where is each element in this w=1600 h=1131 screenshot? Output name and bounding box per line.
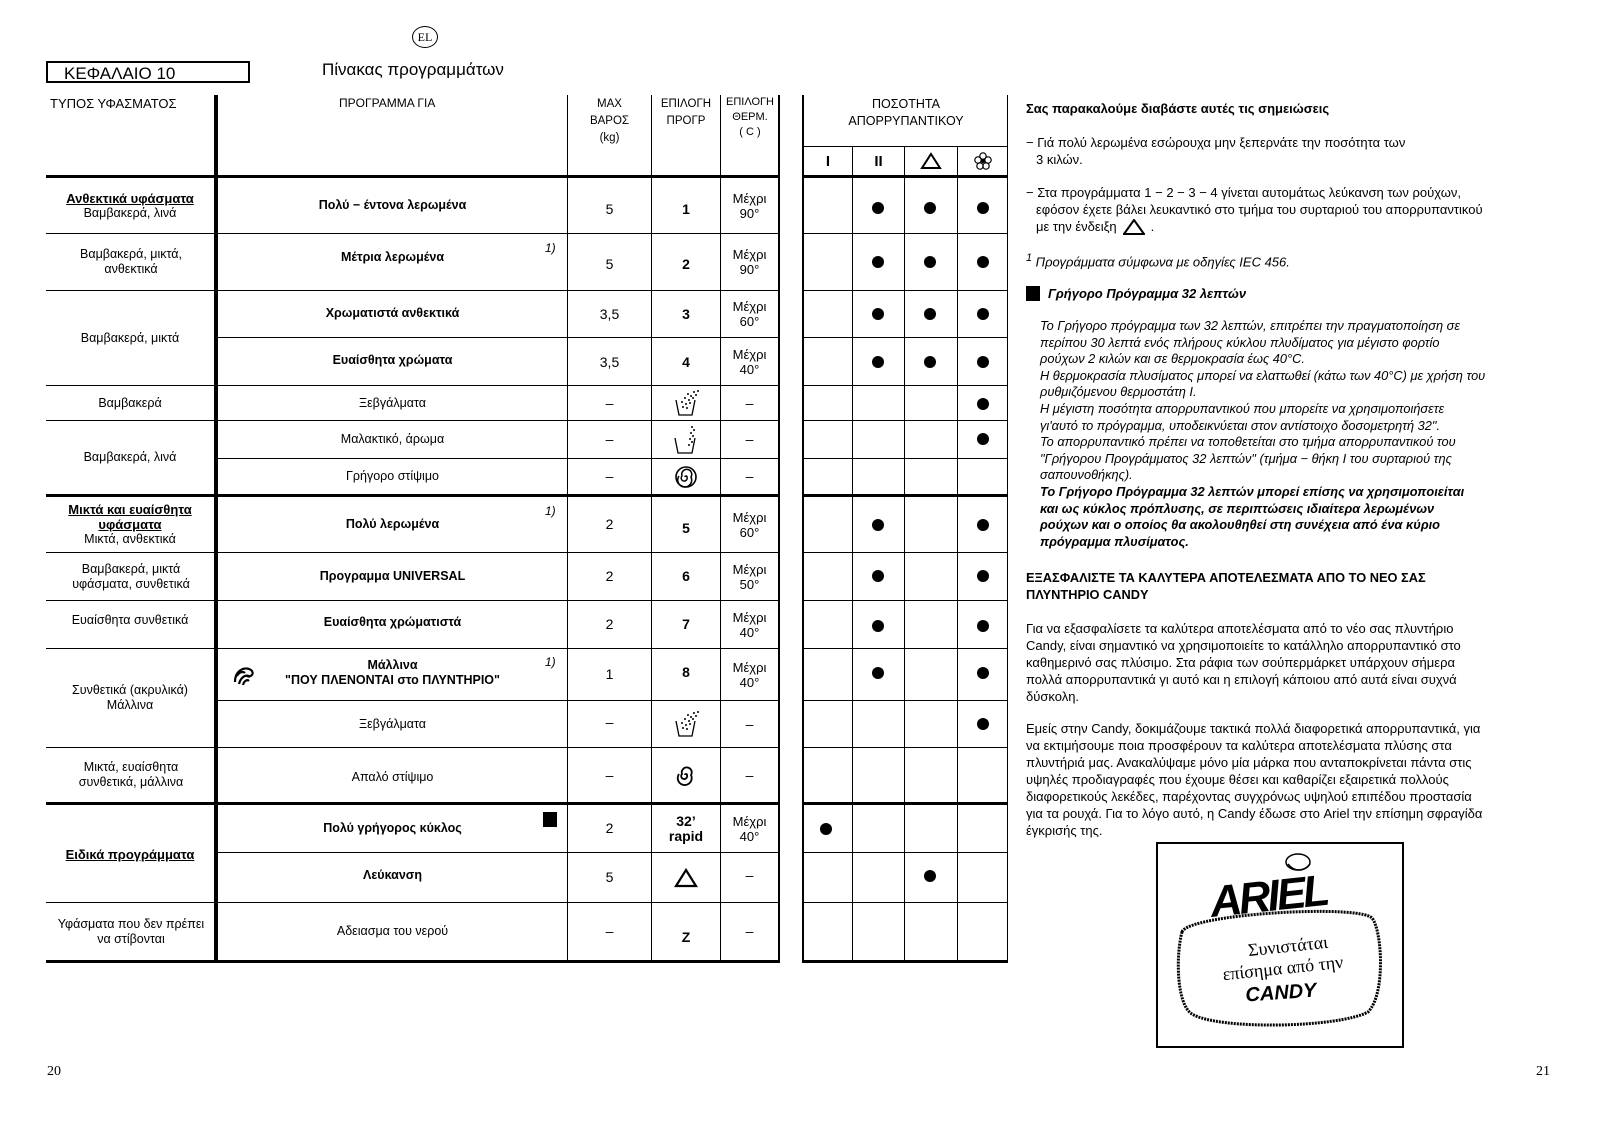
page-number-left: 20 xyxy=(47,1064,61,1079)
temp-row-6: – xyxy=(745,431,754,447)
fabric-group-2: Μικτά και ευαίσθητα υφάσματα Μικτά, ανθεκτικά xyxy=(68,501,192,546)
header-program-select: ΕΠΙΛΟΓΗ ΠΡΟΓΡ xyxy=(660,98,712,127)
notes-heading: Σας παρακαλούμε διαβάστε αυτές τις σημειώσεις xyxy=(1026,101,1330,116)
fabric-row-10: Μικτά, ευαίσθητα συνθετικά, μάλλινα xyxy=(78,760,184,789)
weight-row-6: – xyxy=(605,431,614,447)
footnote-mark: 1) xyxy=(545,241,556,255)
quick-program-square-icon xyxy=(543,812,557,827)
softener-cup-icon xyxy=(652,421,720,458)
program-row-16: Αδειασμα του νερού xyxy=(336,924,449,938)
page-number-right: 21 xyxy=(1536,1064,1550,1079)
program-row-7: Γρήγορο στίψιμο xyxy=(346,469,439,483)
prog-row-1: 1 xyxy=(682,200,690,217)
paragraph-1: Για να εξασφαλίσετε τα καλύτερα αποτελέσματα από το νέο σας πλυντήριο Candy, είναι σημαντικό να χρησιμοποιείτε το κατάλληλο απορρυπαντικό στο καθημερινό σας πλύσιμο. Στα ράφια των σούπερμάρκετ υπάρχουν σήμερα πολλά απορρυπαντικά γι αυτό και η επιλογή κάποιου από αυτά είναι συχνά δύσκολη. xyxy=(1026,621,1461,704)
temp-row-13: – xyxy=(745,766,754,783)
prog-row-8: 5 xyxy=(682,519,690,536)
fabric-row-4: Βαμβακερά xyxy=(98,395,162,410)
ariel-candy-seal: ARIEL Συνιστάται επίσημα από την CANDY xyxy=(1156,842,1404,1048)
temp-row-10: Μέχρι 40° xyxy=(732,609,767,640)
quick-program-heading: Γρήγορο Πρόγραμμα 32 λεπτών xyxy=(1026,285,1556,302)
program-row-13: Απαλό στίψιμο xyxy=(351,769,434,784)
footnote-iec: $^1$ Προγράμματα σύμφωνα με οδηγίες IEC 456. xyxy=(1026,252,1290,270)
program-row-6: Μαλακτικό, άρωμα xyxy=(340,432,445,446)
weight-row-8: 2 xyxy=(605,516,614,532)
prog-row-4: 4 xyxy=(682,354,690,370)
language-badge: EL xyxy=(412,26,438,48)
temp-row-7: – xyxy=(745,468,754,484)
header-max-weight: ΜΑΧ ΒΑΡΟΣ (kg) xyxy=(589,98,630,144)
weight-row-12: – xyxy=(605,713,614,730)
program-row-9: Προγραμμα UNIVERSAL xyxy=(319,569,466,583)
quick-program-square-icon xyxy=(1026,286,1040,301)
prog-row-2: 2 xyxy=(682,255,690,272)
best-results-heading: ΕΞΑΣΦΑΛΙΣΤΕ ΤΑ ΚΑΛΥΤΕΡΑ ΑΠΟΤΕΛΕΣΜΑΤΑ ΑΠΟ ΤΟ ΝΕΟ ΣΑΣ ΠΛΥΝΤΗΡΙΟ CANDY xyxy=(1026,570,1426,602)
fabric-row-12: Υφάσματα που δεν πρέπει να στίβονται xyxy=(57,917,205,946)
prog-row-14: 32’ rapid xyxy=(668,812,704,844)
weight-row-10: 2 xyxy=(605,616,614,632)
temp-row-8: Μέχρι 60° xyxy=(732,509,767,540)
det-col-1: I xyxy=(825,152,831,170)
softener-flower-icon xyxy=(958,148,1007,174)
quick-program-text: Το Γρήγορο πρόγραμμα των 32 λεπτών, επιτρέπει την πραγματοποίηση σε περίπου 30 λεπτά ενός πλήρους κύκλου πλυδίματος για μέγιστο φορτίο ρούχων 2 κιλών και σε θερμοκρασία έως 40°C. Η θερμοκρασία πλυσίματος μπορεί να ελαττωθεί (κάτω των 40°C) με χρήση του ρυθμιζόμενου θερμοστάτη Ι. Η μέγιστη ποσότητα απορρυπαντικού που μπορείτε να χρησιμοποιήσετε γι'αυτό το πρόγραμμα, υποδεικνύεται στον αντίστοιχο δοσομετρητή 32". Το απορρυπαντικό πρέπει να τοποθετείται στο τμήμα απορρυπαντικού του "Γρήγορου Προγράμματος 32 λεπτών" (τμήμα − θήκη Ι του συρταριού της σαπουνοθήκης). Το Γρήγορο Πρόγραμμα 32 λεπτών μπορεί επίσης να χρησιμοποιείται και ως κύκλος πρόπλυσης, σε περιπτώσεις ιδιαίτερα λερωμένων ρούχων και ο οποίος θα ακολουθηθεί στη συνέχεια από ένα κύριο πρόγραμμα πλυσίματος. xyxy=(1040,318,1486,549)
weight-row-1: 5 xyxy=(605,200,614,217)
fabric-row-5: Βαμβακερά, λινά xyxy=(83,450,177,464)
fabric-row-7: Βαμβακερά, μικτά υφάσματα, συνθετικά xyxy=(72,562,190,591)
program-row-12: Ξεβγάλματα xyxy=(358,716,427,731)
fabric-group-3: Ειδικά προγράμματα xyxy=(65,846,195,862)
weight-row-7: – xyxy=(605,468,614,484)
header-detergent: ΠΟΣΟΤΗΤΑ ΑΠΟΡΡΥΠΑΝΤΙΚΟΥ xyxy=(848,97,964,128)
bleach-triangle-icon xyxy=(1123,219,1145,235)
footnote-mark: 1) xyxy=(545,655,556,669)
program-row-14: Πολύ γρήγορος κύκλος xyxy=(323,821,462,835)
note-1: − Γιά πολύ λερωμένα εσώρουχα μην ξεπερνάτε την ποσότητα των 3 κιλών. xyxy=(1026,135,1406,167)
weight-row-14: 2 xyxy=(605,820,614,836)
weight-row-13: – xyxy=(605,766,614,783)
bleach-triangle-icon xyxy=(905,148,957,174)
temp-row-15: – xyxy=(745,867,754,883)
rinse-icon xyxy=(652,386,720,420)
footnote-mark: 1) xyxy=(545,504,556,518)
paragraph-2: Εμείς στην Candy, δοκιμάζουμε τακτικά πολλά διαφορετικά απορρυπαντικά, για να εκτιμήσουμε ποια προσφέρουν τα καλύτερα αποτελέσματα πλύσης στα πλυντήριά μας. Ανακαλύψαμε μόνο μία μάρκα που ανταποκρίνεται πάντα στις υψηλές προδιαγραφές που έχουμε θέσει και καθαρίζει εξαιρετικά πολλούς διαφορετικούς λεκέδες, παρέχοντας συγχρόνως υψηλού επιπέδου προστασία για τα ρουχά. Για το λόγο αυτό, η Candy έδωσε στο Ariel την επίσημη σφραγίδα έγκρισής της. xyxy=(1026,721,1483,838)
temp-row-11: Μέχρι 40° xyxy=(732,659,767,690)
note-2: − Στα προγράμματα 1 − 2 − 3 − 4 γίνεται αυτομάτως λεύκανση των ρούχων, εφόσον έχετε βάλει λευκαντικό στο τμήμα του συρταριού του απορρυπαντικού με την ένδειξη . xyxy=(1026,185,1483,234)
prog-row-10: 7 xyxy=(682,616,690,632)
temp-row-9: Μέχρι 50° xyxy=(732,561,767,592)
weight-row-9: 2 xyxy=(605,568,614,584)
chapter-label: ΚΕΦΑΛΑΙΟ 10 xyxy=(46,61,250,83)
temp-row-12: – xyxy=(745,715,754,732)
prog-row-3: 3 xyxy=(682,305,690,322)
temp-row-5: – xyxy=(745,394,754,411)
weight-row-15: 5 xyxy=(605,869,614,885)
weight-row-11: 1 xyxy=(605,666,614,682)
temp-row-2: Μέχρι 90° xyxy=(732,247,767,277)
fabric-group-1: Ανθεκτικά υφάσματα Βαμβακερά, λινά xyxy=(66,191,194,220)
bleach-triangle-icon xyxy=(652,853,720,902)
weight-row-4: 3,5 xyxy=(599,354,620,370)
program-row-5: Ξεβγάλματα xyxy=(358,395,427,410)
weight-row-3: 3,5 xyxy=(599,305,620,322)
spin-icon xyxy=(652,459,720,494)
prog-row-9: 6 xyxy=(682,568,690,584)
program-row-4: Ευαίσθητα χρώματα xyxy=(332,352,453,367)
header-fabric: ΤΥΠΟΣ ΥΦΑΣΜΑΤΟΣ xyxy=(50,96,177,111)
gentle-spin-icon xyxy=(652,748,720,802)
header-temp-select: ΕΠΙΛΟΓΗ ΘΕΡΜ. ( C ) xyxy=(725,96,774,138)
det-col-2: II xyxy=(874,152,883,170)
page-title: Πίνακας προγραμμάτων xyxy=(322,60,504,79)
rinse-icon xyxy=(652,701,720,747)
program-row-15: Λεύκανση xyxy=(363,868,422,882)
program-row-10: Ευαίσθητα χρώματιστά xyxy=(323,615,462,629)
weight-row-16: – xyxy=(605,923,614,939)
wool-mark-icon xyxy=(230,660,258,690)
prog-row-11: 8 xyxy=(682,664,690,680)
fabric-row-9: Συνθετικά (ακρυλικά) Μάλλινα xyxy=(72,683,188,712)
temp-row-16: – xyxy=(745,923,754,939)
temp-row-14: Μέχρι 40° xyxy=(732,813,767,844)
fabric-row-2: Βαμβακερά, μικτά, ανθεκτικά xyxy=(80,247,182,276)
program-row-2: Μέτρια λερωμένα xyxy=(340,249,445,264)
program-row-3: Χρωματιστά ανθεκτικά xyxy=(325,305,460,320)
fabric-row-3: Βαμβακερά, μικτά xyxy=(80,330,180,345)
header-program: ΠΡΟΓΡΑΜΜΑ ΓΙΑ xyxy=(339,96,436,110)
temp-row-3: Μέχρι 60° xyxy=(732,299,767,329)
program-row-1: Πολύ − έντονα λερωμένα xyxy=(318,198,467,212)
weight-row-2: 5 xyxy=(605,255,614,272)
weight-row-5: – xyxy=(605,394,614,411)
program-row-11: Μάλλινα "ΠΟΥ ΠΛΕΝΟΝΤΑΙ στο ΠΛΥΝΤΗΡΙΟ" xyxy=(285,658,500,687)
fabric-row-8: Ευαίσθητα συνθετικά xyxy=(71,612,189,627)
temp-row-4: Μέχρι 40° xyxy=(732,346,767,377)
temp-row-1: Μέχρι 90° xyxy=(732,190,767,221)
program-row-8: Πολύ λερωμένα xyxy=(345,517,440,531)
prog-row-16: Z xyxy=(681,929,691,945)
